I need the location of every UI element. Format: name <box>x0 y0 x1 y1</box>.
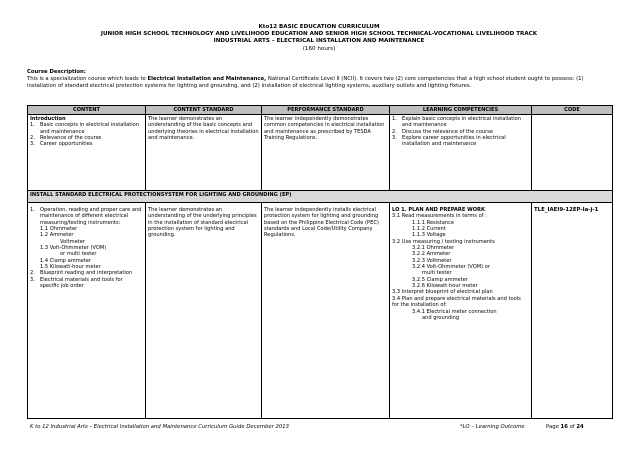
intro-content-standard: The learner demonstrates an understanding of the basic concepts and underlying theories in electrical installation and maintenance. <box>148 116 259 142</box>
list-item: 1.1.2 Current <box>412 226 446 233</box>
cell-performance-standard <box>262 115 390 191</box>
list-item: 1.4 Clamp ammeter <box>40 257 92 264</box>
table-header-row <box>28 106 613 115</box>
description-bold: Electrical Installation and Maintenance, <box>147 76 267 83</box>
document-header <box>0 0 638 53</box>
list-item: 3.2.5 Clamp ammeter <box>412 276 468 283</box>
list-item: 2. Relevance of the course <box>30 135 102 142</box>
cell-content-standard <box>146 203 262 419</box>
list-item: 3. Career opportunities <box>30 141 93 148</box>
list-item: 3.2 Use measuring / testing instruments <box>392 238 495 245</box>
col-header-code: CODE <box>532 106 613 115</box>
list-item: Voltmeter <box>60 238 85 245</box>
ep-content-list-2 <box>30 270 143 289</box>
description-intro: This is a specialization course which leads to <box>27 76 148 83</box>
col-header-content: CONTENT <box>28 106 146 115</box>
list-item: 3.2.6 Kilowatt-hour meter <box>412 283 478 290</box>
cell-code <box>532 115 613 191</box>
list-item: 1. Operation, reading and proper care and maintenance of different electrical measuring/testing instruments: <box>30 207 142 226</box>
list-item: 1.5 Kilowatt-hour meter <box>40 264 101 271</box>
footer-title: K to 12 Industrial Arts – Electrical Installation and Maintenance Curriculum Guide December 2013 <box>30 424 289 430</box>
list-item: 3.2.2 Ammeter <box>412 251 451 258</box>
list-item: 3.1 Read measurements in terms of : <box>392 213 487 220</box>
list-item: 3. Explore career opportunities in electrical installation and maintenance <box>392 135 506 148</box>
learning-outcome-title: LO 1. PLAN AND PREPARE WORK <box>392 207 485 213</box>
cell-performance-standard <box>262 203 390 419</box>
section-title: INSTALL STANDARD ELECTRICAL PROTECTIONSYSTEM FOR LIGHTING AND GROUNDING (EP) <box>28 191 613 203</box>
list-item: 3. Electrical materials and tools for specific job order <box>30 276 123 290</box>
footer-lo-note: *LO – Learning Outcome <box>460 424 525 430</box>
list-item: 1.1 Ohmmeter <box>40 226 78 233</box>
list-item: 1.1.1 Resistance <box>412 219 455 226</box>
list-item: 3.2.1 Ohmmeter <box>412 245 455 252</box>
list-item: 3.4.1 Electrical meter connection <box>412 308 497 315</box>
list-item: and grounding <box>422 314 460 321</box>
intro-performance-standard: The learner independently demonstrates common competencies in electrical installation and maintenance as prescribed by TESDA Training Regulations. <box>264 116 385 142</box>
page-footer <box>30 424 615 430</box>
curriculum-table <box>27 105 613 419</box>
list-item: 1.2 Ammeter <box>40 232 74 239</box>
col-header-performance-standard: PERFORMANCE STANDARD <box>262 106 390 115</box>
course-description <box>27 69 613 91</box>
list-item: 1.1.3 Voltage <box>412 232 446 239</box>
course-description-text <box>27 76 613 90</box>
cell-content-standard <box>146 115 262 191</box>
description-rest: National Certificate Level II (NCII). It covers two (2) core competencies that a high school student ought to possess: (1) installation of standard electrical protection systems for lighting and grounding, and (2) installation of electrical lighting systems, auxiliary outlets and lighting fixtures. <box>27 76 584 90</box>
section-row <box>28 191 613 203</box>
intro-content-list <box>30 122 143 147</box>
list-item: multi tester <box>422 270 452 277</box>
intro-competency-list <box>392 116 529 148</box>
list-item: 3.2.4 Volt-Ohmmeter (VOM) or <box>412 264 490 271</box>
cell-code: TLE_IAEI9-12EP-Ia-j-1 <box>532 203 613 419</box>
col-header-learning-competencies: LEARNING COMPETENCIES <box>390 106 532 115</box>
list-item: 2. Discuss the relevance of the course <box>392 128 494 135</box>
intro-title: Introduction <box>30 116 66 122</box>
col-header-content-standard: CONTENT STANDARD <box>146 106 262 115</box>
header-line-4: (160 hours) <box>302 45 336 52</box>
cell-content <box>28 203 146 419</box>
header-line-3: INDUSTRIAL ARTS – ELECTRICAL INSTALLATION AND MAINTENANCE <box>213 38 425 45</box>
list-item: 1. Explain basic concepts in electrical installation and maintenance <box>392 116 522 129</box>
ep-content-list <box>30 207 143 226</box>
table-row-ep <box>28 203 613 419</box>
table-row-introduction <box>28 115 613 191</box>
list-item: 3.3 Interpret blueprint of electrical plan <box>392 289 493 296</box>
cell-learning-competencies <box>390 203 532 419</box>
page-number: Page 16 of 24 <box>546 424 584 430</box>
list-item: 3.4 Plan and prepare electrical materials and tools for the installation of: <box>392 295 521 309</box>
cell-content <box>28 115 146 191</box>
header-line-2: JUNIOR HIGH SCHOOL TECHNOLOGY AND LIVELIHOOD EDUCATION AND SENIOR HIGH SCHOOL TECHNICAL-VOCATIONAL LIVELIHOOD TRACK <box>100 31 538 38</box>
course-description-label: Course Description: <box>27 69 86 75</box>
list-item: 3.2.3 Voltmeter <box>412 257 452 264</box>
cell-learning-competencies <box>390 115 532 191</box>
list-item: 1.3 Volt-Ohmmeter (VOM) <box>40 245 107 252</box>
ep-performance-standard: The learner independently installs electrical protection system for lighting and grounding based on the Philippine Electrical Code (PEC) standards and Local Code/Utility Company Regulations. <box>264 207 379 239</box>
list-item: or multi tester <box>60 251 97 258</box>
header-line-1: Kto12 BASIC EDUCATION CURRICULUM <box>258 24 380 30</box>
list-item: 2. Blueprint reading and interpretation <box>30 270 133 277</box>
list-item: 1. Basic concepts in electrical installation and maintenance <box>30 122 140 135</box>
ep-content-standard: The learner demonstrates an understanding of the underlying principles in the installation of standard electrical protection system for lighting and grounding. <box>148 207 257 239</box>
